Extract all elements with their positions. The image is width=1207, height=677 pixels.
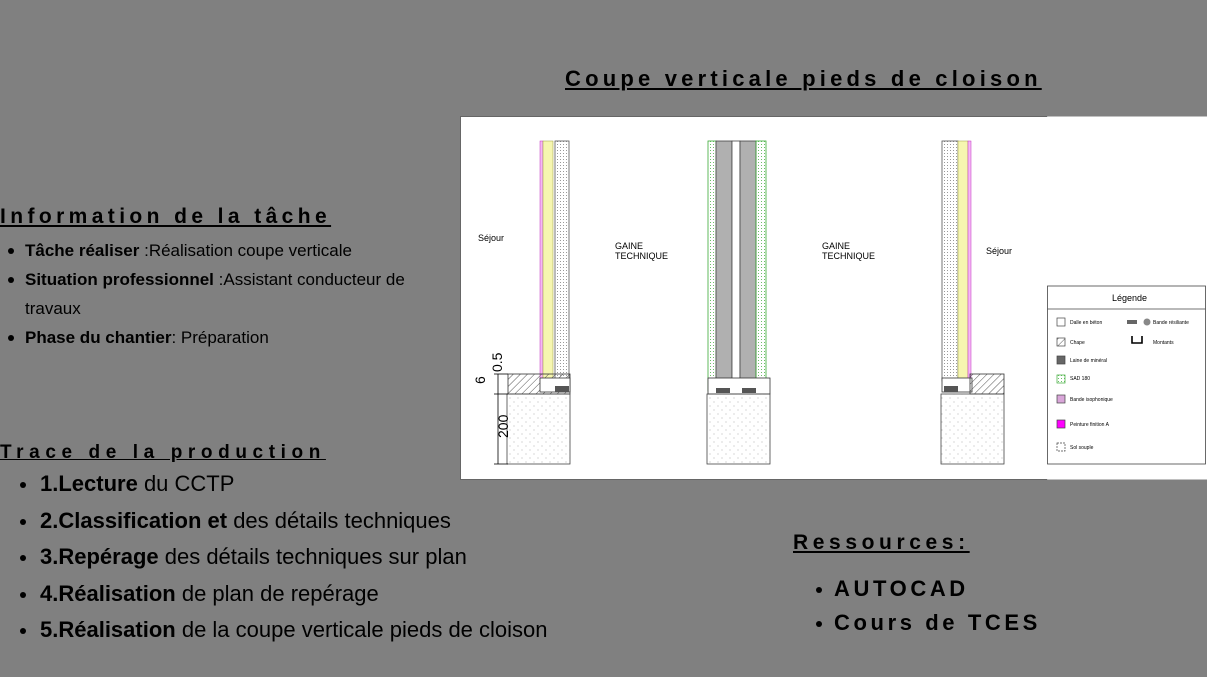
list-item: AUTOCAD bbox=[816, 572, 1041, 606]
list-item: 3.Repérage des détails techniques sur plan bbox=[20, 539, 620, 576]
technical-drawing bbox=[460, 116, 1207, 481]
list-item: 1.Lecture du CCTP bbox=[20, 466, 620, 503]
list-item: Phase du chantier: Préparation bbox=[8, 323, 458, 352]
list-item: Cours de TCES bbox=[816, 606, 1041, 640]
legend-item: Dalle en béton bbox=[1070, 320, 1103, 326]
room-label-gaine-2: GAINE bbox=[822, 241, 851, 251]
list-item: 5.Réalisation de la coupe verticale pieds de cloison bbox=[20, 612, 620, 649]
info-heading: Information de la tâche bbox=[0, 205, 332, 228]
room-label-sejour-left: Séjour bbox=[478, 233, 505, 243]
dim-label-200: 200 bbox=[495, 414, 511, 438]
legend-item: Montants bbox=[1153, 340, 1174, 346]
legend bbox=[1048, 286, 1206, 464]
legend-item: Laine de minéral bbox=[1070, 358, 1107, 364]
list-item: Tâche réaliser :Réalisation coupe verticale bbox=[8, 236, 458, 265]
legend-item: Bande isophonique bbox=[1070, 397, 1113, 403]
room-label-technique-1: TECHNIQUE bbox=[615, 251, 669, 261]
dim-label-05: 0.5 bbox=[489, 352, 505, 372]
list-item: 4.Réalisation de plan de repérage bbox=[20, 576, 620, 613]
partition-middle bbox=[707, 141, 770, 464]
legend-item: Peinture finition A bbox=[1070, 422, 1109, 428]
room-label-sejour-right: Séjour bbox=[986, 246, 1013, 256]
room-label-technique-2: TECHNIQUE bbox=[822, 251, 876, 261]
dim-label-6: 6 bbox=[472, 376, 488, 384]
legend-item: Chape bbox=[1070, 340, 1085, 346]
legend-item: SAD 180 bbox=[1070, 376, 1091, 382]
list-item: 2.Classification et des détails techniques bbox=[20, 503, 620, 540]
main-title: Coupe verticale pieds de cloison bbox=[565, 66, 1042, 91]
list-item: Situation professionnel :Assistant conducteur de travaux bbox=[8, 265, 458, 323]
resources-list bbox=[816, 572, 1041, 640]
legend-title: Légende bbox=[1112, 293, 1148, 303]
resources-heading: Ressources: bbox=[793, 531, 970, 554]
trace-list bbox=[20, 466, 620, 649]
trace-heading: Trace de la production bbox=[0, 442, 326, 463]
info-list bbox=[8, 236, 458, 352]
room-label-gaine-1: GAINE bbox=[615, 241, 644, 251]
legend-item: Bande résiliante bbox=[1153, 320, 1189, 326]
legend-item: Sol souple bbox=[1070, 445, 1094, 451]
